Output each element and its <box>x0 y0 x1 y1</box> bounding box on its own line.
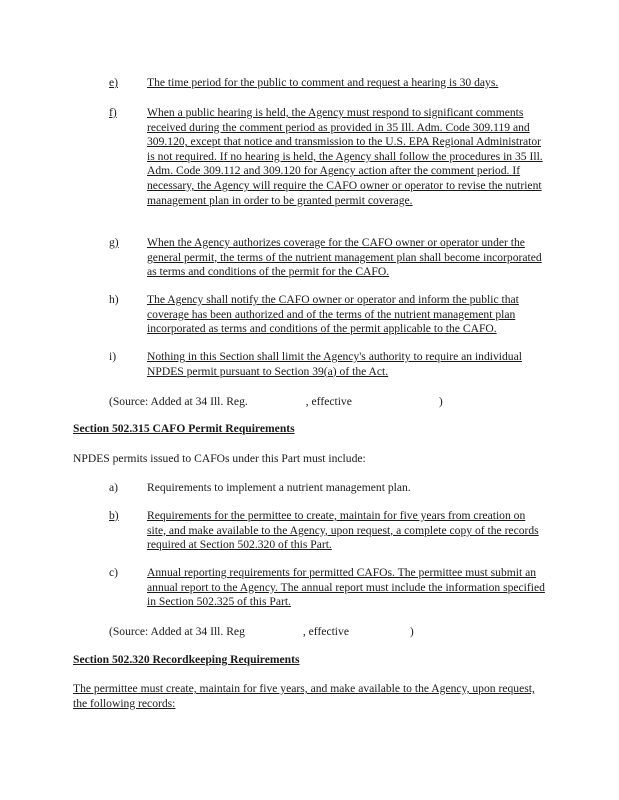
item-text-b: Requirements for the permittee to create, maintain for five years from creation on site, and make available to the Agency, upon request, a complete copy of the records required at Section 502.320 of this Part. <box>147 509 539 552</box>
item-text-h: The Agency shall notify the CAFO owner or operator and inform the public that coverage has been authorized and of the terms of the nutrient management plan incorporated as terms and conditions of the permit applicable to the CAFO. <box>147 293 519 336</box>
item-text-a: Requirements to implement a nutrient management plan. <box>147 481 411 494</box>
item-text-g: When the Agency authorizes coverage for the CAFO owner or operator under the general permit, the terms of the nutrient management plan shall become incorporated as terms and conditions of the permit for the CAFO. <box>147 236 542 279</box>
section-315-heading: Section 502.315 CAFO Permit Requirements <box>73 422 295 435</box>
item-text-c: Annual reporting requirements for permitted CAFOs. The permittee must submit an annual report to the Agency. The annual report must include the information specified in Section 502.325 of this Part. <box>147 566 545 609</box>
section-315-intro: NPDES permits issued to CAFOs under this Part must include: <box>73 452 366 465</box>
item-label-h: h) <box>109 293 119 306</box>
section-320-heading: Section 502.320 Recordkeeping Requirements <box>73 653 300 666</box>
section-320-intro: The permittee must create, maintain for five years, and make available to the Agency, upon request, the following records: <box>73 682 535 710</box>
item-label-g: g) <box>109 236 119 249</box>
item-label-f: f) <box>109 106 117 119</box>
item-label-c: c) <box>109 566 119 579</box>
source-note-1: (Source: Added at 34 Ill. Reg. , effective ) <box>109 395 443 408</box>
item-label-e: e) <box>109 76 119 89</box>
source-note-2: (Source: Added at 34 Ill. Reg , effective ) <box>109 625 414 638</box>
item-label-b: b) <box>109 509 119 522</box>
item-text-f: When a public hearing is held, the Agency must respond to significant comments received during the comment period as provided in 35 Ill. Adm. Code 309.119 and 309.120, except that notice and transmission to the U.S. EPA Regional Administrator is not required. If no hearing is held, the Agency shall follow the procedures in 35 Ill. Adm. Code 309.112 and 309.120 for Agency action after the comment period. If necessary, the Agency will require the CAFO owner or operator to revise the nutrient management plan in order to be granted permit coverage. <box>147 106 543 207</box>
item-label-i: i) <box>109 350 117 363</box>
item-text-i: Nothing in this Section shall limit the Agency's authority to require an individual NPDES permit pursuant to Section 39(a) of the Act. <box>147 350 522 378</box>
item-text-e: The time period for the public to comment and request a hearing is 30 days. <box>147 76 499 89</box>
item-label-a: a) <box>109 481 119 494</box>
